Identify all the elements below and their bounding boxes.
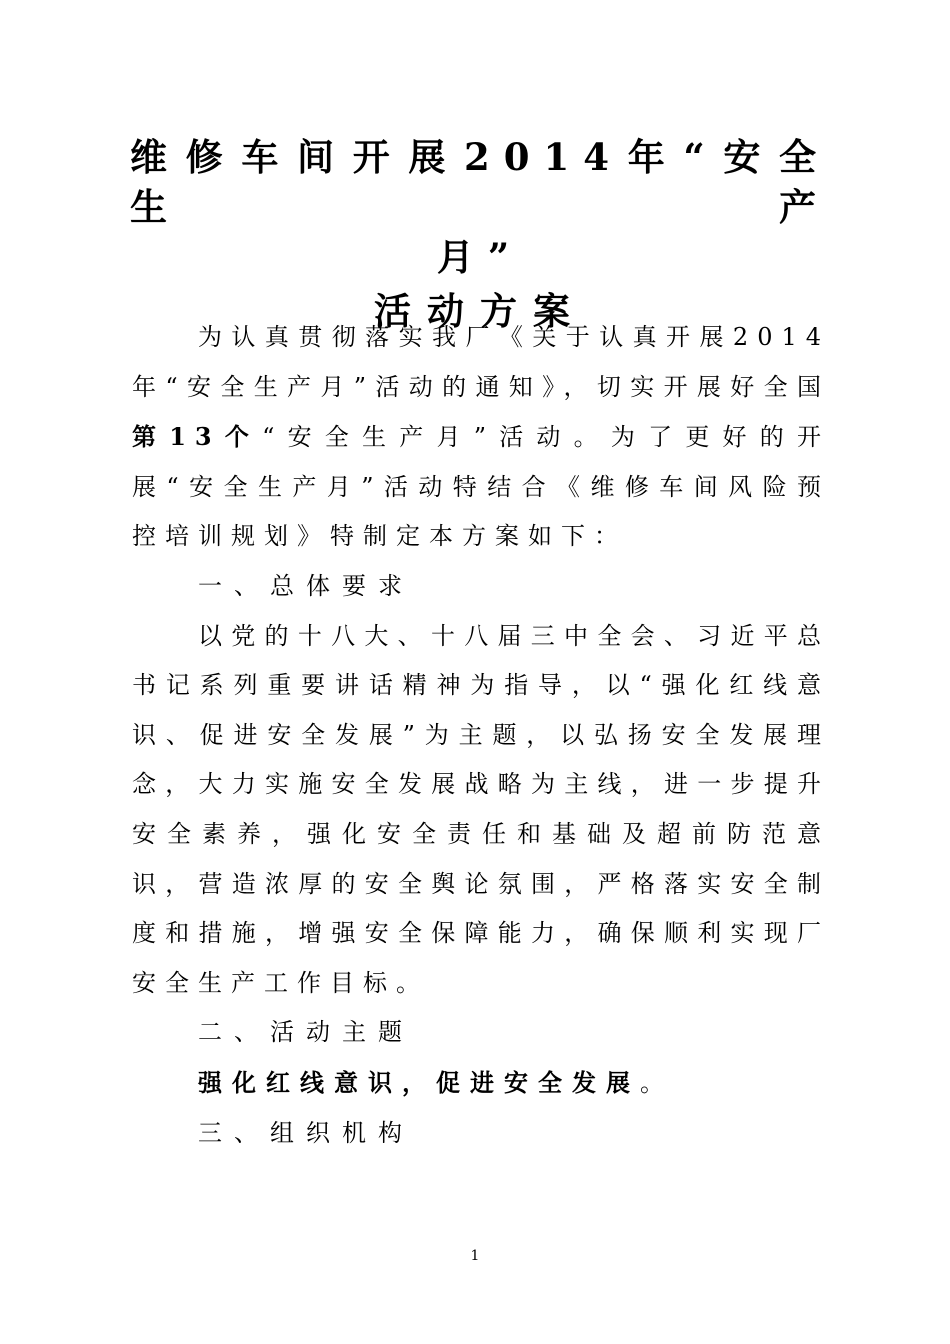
intro-text-1: 为认真贯彻落实我厂《关于认真开展2014年“安全生产月”活动的通知》，切实开展好全国 — [132, 323, 830, 401]
section-3-heading: 三、组织机构 — [198, 1118, 414, 1147]
section-1-paragraph: 以党的十八大、十八届三中全会、习近平总书记系列重要讲话精神为指导，以“强化红线意识、促进安全发展”为主题，以弘扬安全发展理念，大力实施安全发展战略为主线，进一步提升安全素养，强化安全责任和基础及超前防范意识，营造浓厚的安全舆论氛围，严格落实安全制度和措施，增强安全保障能力，确保顺利实现厂安全生产工作目标。 — [132, 621, 830, 997]
page-number: 1 — [470, 1248, 480, 1264]
title-line-1: 维修车间开展2014年“安全生产 — [130, 135, 830, 229]
intro-text-2: “安全生产月”活动。为了更好的开展“安全生产月”活动特结合《维修车间风险预控培训规划》特制定本方案如下： — [132, 423, 830, 551]
section-2-heading: 二、活动主题 — [198, 1018, 414, 1047]
title-line-3: 活动方案 — [374, 289, 586, 333]
title-line-2: 月” — [436, 235, 524, 279]
theme-end-punctuation: 。 — [640, 1068, 674, 1097]
intro-bold-text: 第13个 — [132, 422, 263, 452]
section-2-theme — [132, 1058, 830, 1109]
theme-text: 强化红线意识，促进安全发展 — [198, 1067, 640, 1097]
document-body — [132, 313, 830, 1158]
intro-paragraph — [132, 313, 830, 562]
section-1-heading: 一、总体要求 — [198, 571, 414, 600]
document-title — [130, 132, 830, 336]
